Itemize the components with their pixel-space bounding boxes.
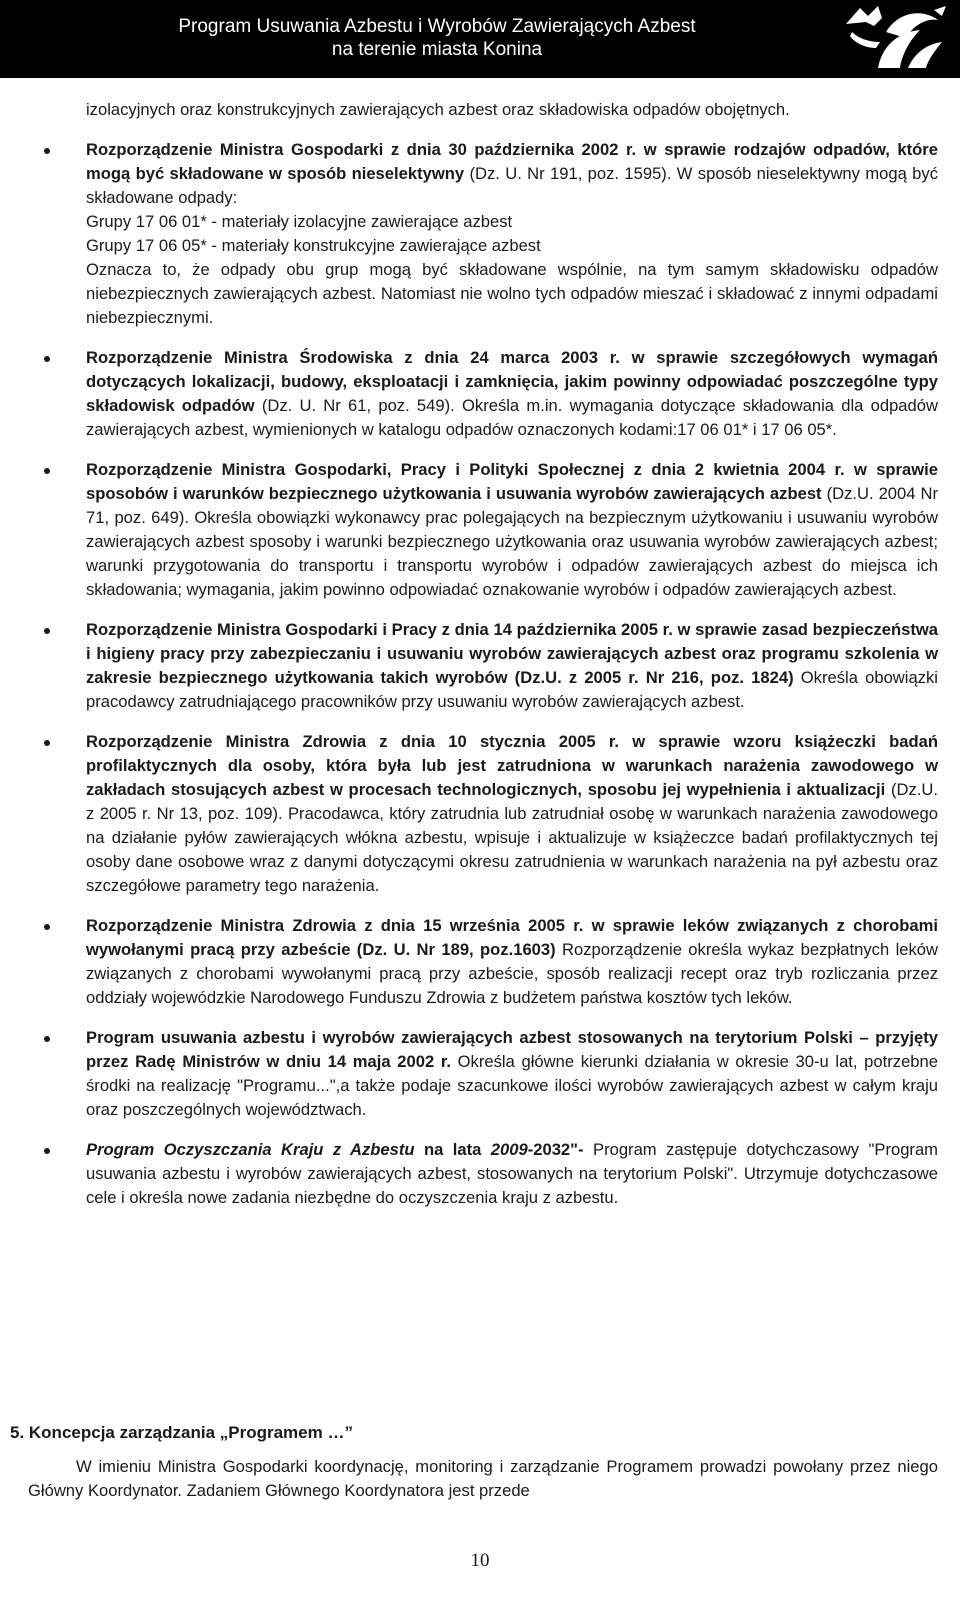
item-text: Określa obowiązki pracodawcy zatrudniającego pracowników przy usuwaniu wyrobów zawierających azbest. [86, 668, 938, 711]
item-line: Grupy 17 06 01* - materiały izolacyjne zawierające azbest [86, 212, 513, 231]
item-title: Rozporządzenie Ministra Gospodarki i Pracy z dnia 14 października 2005 r. w sprawie zasad bezpieczeństwa i higieny pracy przy zabezpieczaniu i usuwaniu wyrobów zawierających azbest oraz programu szkolenia w zakresie bezpiecznego użytkowania takich wyrobów (Dz.U. z 2005 r. Nr 216, poz. 1824) [86, 620, 938, 687]
bullet-icon [44, 468, 50, 474]
item-title: Program Oczyszczania Kraju z Azbestu [86, 1140, 415, 1159]
item-title: Rozporządzenie Ministra Środowiska z dnia 24 marca 2003 r. w sprawie szczegółowych wymagań dotyczących lokalizacji, budowy, eksploatacji i zamknięcia, jakim powinny odpowiadać poszczególne typy składowisk odpadów [86, 348, 938, 415]
intro-paragraph: izolacyjnych oraz konstrukcyjnych zawierających azbest oraz składowiska odpadów obojętnych. [86, 100, 790, 119]
list-item [86, 1026, 938, 1122]
list-item [86, 618, 938, 714]
bullet-icon [44, 1148, 50, 1154]
item-title: Rozporządzenie Ministra Zdrowia z dnia 15 września 2005 r. w sprawie leków związanych z chorobami wywołanymi pracą przy azbeście (Dz. U. Nr 189, poz.1603) [86, 916, 938, 959]
item-text: Określa główne kierunki działania w okresie 30-u lat, potrzebne środki na realizację "Programu...",a także podaje szacunkowe ilości wyrobów zawierających azbest w całym kraju oraz poszczególnych województwach. [86, 1052, 938, 1119]
item-title-part: -2032"- [527, 1140, 584, 1159]
bullet-icon [44, 628, 50, 634]
list-item [86, 138, 938, 330]
item-title: Rozporządzenie Ministra Gospodarki z dnia 30 października 2002 r. w sprawie rodzajów odpadów, które mogą być składowane w sposób nieselektywny [86, 140, 938, 183]
item-line: Oznacza to, że odpady obu grup mogą być składowane wspólnie, na tym samym składowisku odpadów niebezpiecznych zawierających azbest. Natomiast nie wolno tych odpadów mieszać i składować z innymi odpadami niebezpiecznymi. [86, 260, 938, 327]
item-title: Rozporządzenie Ministra Gospodarki, Pracy i Polityki Społecznej z dnia 2 kwietnia 2004 r. w sprawie sposobów i warunków bezpiecznego użytkowania i usuwania wyrobów zawierających azbest [86, 460, 938, 503]
item-text: Program zastępuje dotychczasowy "Program usuwania azbestu i wyrobów zawierających azbest, stosowanych na terytorium Polski". Utrzymuje dotychczasowe cele i określa nowe zadania niezbędne do oczyszczenia kraju z azbestu. [86, 1140, 938, 1207]
section-paragraph-text: W imieniu Ministra Gospodarki koordynację, monitoring i zarządzanie Programem prowadzi powołany przez niego Główny Koordynator. Zadaniem Głównego Koordynatora jest przede [28, 1457, 938, 1500]
bullet-icon [44, 1036, 50, 1042]
section-heading: 5. Koncepcja zarządzania „Programem …” [10, 1423, 353, 1442]
list-item [86, 730, 938, 898]
item-text: (Dz. U. Nr 61, poz. 549). Określa m.in. wymagania dotyczące składowania dla odpadów zawierających azbest, wymienionych w katalogu odpadów oznaczonych kodami:17 06 01* i 17 06 05*. [86, 396, 938, 439]
list-item [86, 346, 938, 442]
item-title: Program usuwania azbestu i wyrobów zawierających azbest stosowanych na terytorium Polski – przyjęty przez Radę Ministrów w dniu 14 maja 2002 r. [86, 1028, 938, 1071]
header-title-line1: Program Usuwania Azbestu i Wyrobów Zawierających Azbest [178, 16, 696, 37]
item-title: Rozporządzenie Ministra Zdrowia z dnia 10 stycznia 2005 r. w sprawie wzoru książeczki badań profilaktycznych dla osoby, która była lub jest zatrudniona w warunkach narażenia zawodowego w zakładach stosujących azbest w procesach technologicznych, sposobu jej wypełnienia i aktualizacji [86, 732, 938, 799]
list-item [86, 914, 938, 1010]
page-header [0, 0, 960, 78]
bullet-icon [44, 740, 50, 746]
city-logo-icon [838, 2, 954, 76]
item-text: Rozporządzenie określa wykaz bezpłatnych leków związanych z chorobami wywołanymi pracą przy azbeście, sposób realizacji recept oraz tryb rozliczania przez oddziały wojewódzkie Narodowego Funduszu Zdrowia z budżetem państwa kosztów tych leków. [86, 940, 938, 1007]
list-item [86, 458, 938, 602]
item-title-part: 2009 [490, 1140, 528, 1159]
section-paragraph [28, 1455, 938, 1503]
document-body [86, 98, 938, 1226]
page-number: 10 [470, 1550, 490, 1571]
item-title-part: na lata [414, 1140, 491, 1159]
item-text: (Dz. U. Nr 191, poz. 1595). W sposób nieselektywny mogą być składowane odpady: [86, 164, 938, 207]
bullet-icon [44, 356, 50, 362]
bullet-icon [44, 148, 50, 154]
item-text: (Dz.U. 2004 Nr 71, poz. 649). Określa obowiązki wykonawcy prac polegających na bezpiecznym użytkowaniu i usuwaniu wyrobów zawierających azbest sposoby i warunki bezpiecznego użytkowania oraz usuwania wyrobów zawierających azbest; warunki przygotowania do transportu i transportu wyrobów i odpadów zawierających azbest do miejsca ich składowania; wymagania, jakim powinno odpowiadać oznakowanie wyrobów i odpadów zawierających azbest. [86, 484, 938, 599]
item-text: (Dz.U. z 2005 r. Nr 13, poz. 109). Pracodawca, który zatrudnia lub zatrudniał osobę w warunkach narażenia zawodowego na działanie pyłów zawierających włókna azbestu, wpisuje i aktualizuje w książeczce badań profilaktycznych tej osoby dane osobowe wraz z danymi dotyczącymi okresu zatrudnienia w warunkach narażenia na pył azbestu oraz szczegółowe parametry tego narażenia. [86, 780, 938, 895]
header-title [92, 15, 782, 61]
header-title-line2: na terenie miasta Konina [331, 39, 543, 60]
list-item [86, 1138, 938, 1210]
bullet-icon [44, 924, 50, 930]
item-line: Grupy 17 06 05* - materiały konstrukcyjne zawierające azbest [86, 236, 541, 255]
